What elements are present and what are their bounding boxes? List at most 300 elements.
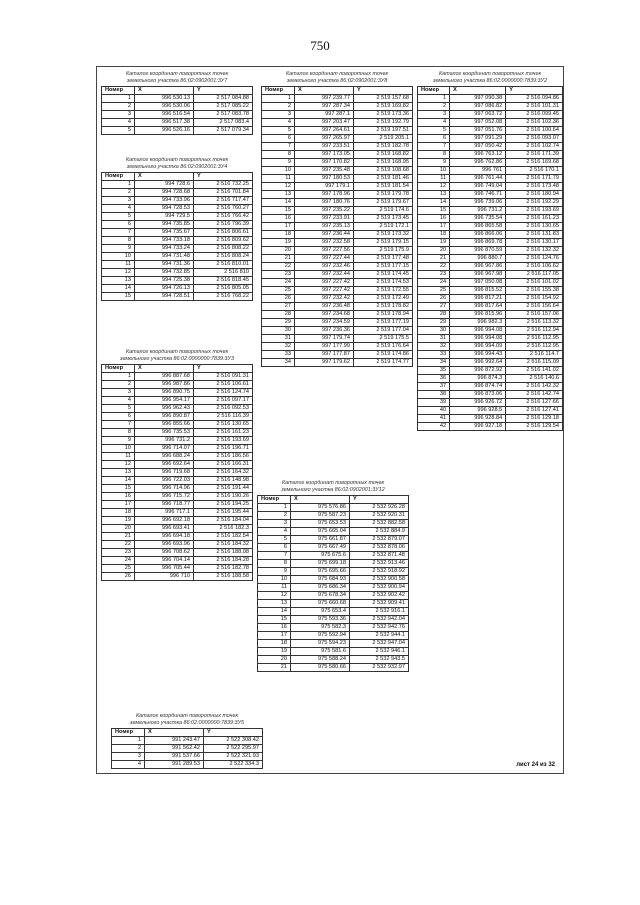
cell-n: 3 bbox=[102, 111, 135, 119]
cell-x: 996 530.06 bbox=[135, 103, 194, 111]
cell-x: 994 732.85 bbox=[135, 269, 194, 277]
table-row bbox=[418, 343, 563, 351]
cell-x: 997 232.42 bbox=[295, 295, 354, 303]
table-row bbox=[102, 541, 253, 549]
cell-n: 15 bbox=[418, 207, 450, 215]
coordinate-table bbox=[257, 495, 409, 672]
cell-n: 24 bbox=[418, 279, 450, 287]
cell-x: 994 731.36 bbox=[135, 261, 194, 269]
cell-n: 1 bbox=[258, 504, 291, 512]
table-row bbox=[112, 745, 263, 753]
cell-y: 2 516 766.42 bbox=[194, 213, 253, 221]
cell-n: 15 bbox=[102, 485, 135, 493]
table-row bbox=[418, 319, 563, 327]
cell-y: 2 519 197.51 bbox=[354, 127, 413, 135]
table-row bbox=[418, 223, 563, 231]
coordinate-table bbox=[417, 86, 563, 431]
cell-n: 2 bbox=[418, 103, 450, 111]
column-header-x: X bbox=[295, 87, 354, 95]
cell-n: 19 bbox=[102, 517, 135, 525]
table-row bbox=[418, 199, 563, 207]
cell-y: 2 532 926.28 bbox=[350, 504, 409, 512]
cell-y: 2 532 902.42 bbox=[350, 592, 409, 600]
table-row bbox=[262, 335, 413, 343]
column-header-x: X bbox=[135, 87, 194, 95]
cell-n: 10 bbox=[102, 445, 135, 453]
cell-n: 5 bbox=[418, 127, 450, 135]
cell-x: 997 086.82 bbox=[450, 103, 506, 111]
cell-y: 2 519 174.6 bbox=[354, 207, 413, 215]
table-row bbox=[262, 343, 413, 351]
catalog-title-parcel: земельного участка 86:02:0902001:3У4 bbox=[126, 163, 228, 170]
cell-n: 9 bbox=[418, 159, 450, 167]
cell-y: 2 516 184.04 bbox=[194, 517, 253, 525]
table-row bbox=[102, 549, 253, 557]
cell-n: 5 bbox=[102, 213, 135, 221]
table-row bbox=[102, 477, 253, 485]
cell-x: 996 717.1 bbox=[135, 509, 194, 517]
cell-y: 2 516 161.23 bbox=[506, 215, 563, 223]
cell-n: 9 bbox=[258, 568, 291, 576]
table-row bbox=[418, 423, 563, 431]
cell-x: 996 694.18 bbox=[135, 533, 194, 541]
cell-n: 3 bbox=[262, 111, 295, 119]
table-row bbox=[262, 119, 413, 127]
cell-y: 2 516 805.05 bbox=[194, 285, 253, 293]
table-row bbox=[262, 223, 413, 231]
table-row bbox=[112, 737, 263, 745]
cell-x: 997 232.58 bbox=[295, 239, 354, 247]
cell-x: 996 890.87 bbox=[135, 413, 194, 421]
cell-y: 2 516 193.69 bbox=[506, 207, 563, 215]
table-row bbox=[258, 504, 409, 512]
cell-y: 2 516 124.74 bbox=[194, 389, 253, 397]
cell-y: 2 519 174.53 bbox=[354, 279, 413, 287]
coordinate-catalog-block bbox=[101, 157, 253, 301]
table-row bbox=[102, 277, 253, 285]
cell-n: 26 bbox=[418, 295, 450, 303]
cell-x: 996 708.62 bbox=[135, 549, 194, 557]
table-row bbox=[102, 221, 253, 229]
table-row bbox=[418, 215, 563, 223]
cell-y: 2 519 177.19 bbox=[354, 319, 413, 327]
table-row bbox=[262, 183, 413, 191]
cell-x: 996 735.53 bbox=[135, 429, 194, 437]
cell-n: 19 bbox=[262, 239, 295, 247]
cell-y: 2 516 127.41 bbox=[506, 407, 563, 415]
table-row bbox=[262, 319, 413, 327]
cell-n: 31 bbox=[418, 335, 450, 343]
cell-y: 2 532 942.76 bbox=[350, 624, 409, 632]
table-row bbox=[262, 159, 413, 167]
cell-x: 997 265.97 bbox=[295, 135, 354, 143]
column-header-y: Y bbox=[194, 87, 253, 95]
table-row bbox=[102, 405, 253, 413]
table-row bbox=[102, 205, 253, 213]
cell-x: 997 264.61 bbox=[295, 127, 354, 135]
column-header-x: X bbox=[135, 365, 194, 373]
cell-n: 2 bbox=[258, 512, 291, 520]
cell-n: 25 bbox=[262, 287, 295, 295]
cell-x: 997 063.72 bbox=[450, 111, 506, 119]
cell-x: 996 715.72 bbox=[135, 493, 194, 501]
cell-x: 997 090.38 bbox=[450, 95, 506, 103]
cell-y: 2 519 168.95 bbox=[354, 159, 413, 167]
table-row bbox=[102, 119, 253, 127]
cell-y: 2 532 913.46 bbox=[350, 560, 409, 568]
cell-x: 994 733.24 bbox=[135, 245, 194, 253]
table-row bbox=[102, 421, 253, 429]
column-header-num: Номер bbox=[258, 496, 291, 504]
table-row bbox=[102, 469, 253, 477]
cell-x: 996 763.12 bbox=[450, 151, 506, 159]
cell-n: 26 bbox=[102, 573, 135, 581]
cell-n: 19 bbox=[258, 648, 291, 656]
cell-x: 994 728.53 bbox=[135, 205, 194, 213]
catalog-title-parcel: земельного участка 86:02:0902001:3У8 bbox=[286, 77, 388, 84]
cell-n: 1 bbox=[418, 95, 450, 103]
cell-y: 2 532 918.92 bbox=[350, 568, 409, 576]
table-row bbox=[102, 127, 253, 135]
cell-x: 996 865.58 bbox=[450, 223, 506, 231]
cell-n: 21 bbox=[258, 664, 291, 672]
table-row bbox=[418, 407, 563, 415]
cell-n: 29 bbox=[418, 319, 450, 327]
table-row bbox=[102, 437, 253, 445]
cell-x: 997 227.42 bbox=[295, 279, 354, 287]
cell-y: 2 516 148.98 bbox=[194, 477, 253, 485]
cell-n: 12 bbox=[262, 183, 295, 191]
cell-y: 2 517 083.4 bbox=[194, 119, 253, 127]
table-row bbox=[262, 279, 413, 287]
cell-x: 975 580.66 bbox=[291, 664, 350, 672]
cell-y: 2 522 308.42 bbox=[204, 737, 263, 745]
cell-y: 2 516 193.69 bbox=[194, 437, 253, 445]
cell-y: 2 519 174.45 bbox=[354, 271, 413, 279]
cell-x: 996 815.96 bbox=[450, 311, 506, 319]
cell-y: 2 516 809.62 bbox=[194, 237, 253, 245]
table-row bbox=[418, 231, 563, 239]
cell-y: 2 516 806.61 bbox=[194, 229, 253, 237]
cell-x: 994 733.96 bbox=[135, 197, 194, 205]
cell-n: 34 bbox=[262, 359, 295, 367]
table-row bbox=[262, 95, 413, 103]
cell-y: 2 519 181.46 bbox=[354, 175, 413, 183]
cell-x: 997 236.44 bbox=[295, 231, 354, 239]
cell-n: 18 bbox=[102, 509, 135, 517]
cell-x: 996 982.3 bbox=[450, 319, 506, 327]
cell-n: 2 bbox=[102, 381, 135, 389]
cell-n: 10 bbox=[102, 253, 135, 261]
cell-x: 996 705.44 bbox=[135, 565, 194, 573]
table-row bbox=[102, 501, 253, 509]
cell-n: 9 bbox=[262, 159, 295, 167]
cell-x: 997 233.91 bbox=[295, 215, 354, 223]
table-header-row bbox=[102, 365, 253, 373]
catalog-title-line: Каталог координат поворотных точек bbox=[439, 71, 541, 77]
cell-n: 12 bbox=[258, 592, 291, 600]
table-row bbox=[262, 175, 413, 183]
table-row bbox=[418, 327, 563, 335]
catalog-title-line: Каталог координат поворотных точек bbox=[282, 480, 384, 486]
cell-x: 996 873.06 bbox=[450, 391, 506, 399]
cell-y: 2 516 157.06 bbox=[506, 311, 563, 319]
coordinate-catalog-block bbox=[257, 480, 409, 672]
cell-n: 1 bbox=[102, 181, 135, 189]
cell-y: 2 516 192.29 bbox=[506, 199, 563, 207]
cell-x: 975 593.36 bbox=[291, 616, 350, 624]
cell-y: 2 516 101.02 bbox=[506, 279, 563, 287]
cell-y: 2 522 295.97 bbox=[204, 745, 263, 753]
sheet-footer: лист 24 из 32 bbox=[516, 762, 555, 768]
table-row bbox=[102, 413, 253, 421]
catalog-title-parcel: земельного участка 86:02:0000000:7839:3У2 bbox=[433, 77, 547, 84]
table-row bbox=[418, 367, 563, 375]
coordinate-table bbox=[101, 364, 253, 581]
table-row bbox=[418, 143, 563, 151]
cell-y: 2 532 944.1 bbox=[350, 632, 409, 640]
cell-x: 996 962.43 bbox=[135, 405, 194, 413]
cell-y: 2 516 141.02 bbox=[506, 367, 563, 375]
table-row bbox=[262, 247, 413, 255]
cell-x: 997 234.68 bbox=[295, 311, 354, 319]
cell-x: 996 692.64 bbox=[135, 461, 194, 469]
cell-x: 996 746.71 bbox=[450, 191, 506, 199]
cell-n: 8 bbox=[102, 237, 135, 245]
column-header-num: Номер bbox=[102, 173, 135, 181]
table-row bbox=[258, 592, 409, 600]
table-row bbox=[102, 189, 253, 197]
cell-x: 975 594.23 bbox=[291, 640, 350, 648]
cell-x: 996 954.17 bbox=[135, 397, 194, 405]
cell-y: 2 516 182.54 bbox=[194, 533, 253, 541]
column-header-x: X bbox=[450, 87, 506, 95]
cell-n: 42 bbox=[418, 423, 450, 431]
table-row bbox=[418, 103, 563, 111]
catalog-title-line: Каталог координат поворотных точек bbox=[126, 157, 228, 163]
cell-x: 997 227.56 bbox=[295, 247, 354, 255]
cell-x: 996 739.06 bbox=[450, 199, 506, 207]
cell-y: 2 532 882.58 bbox=[350, 520, 409, 528]
table-row bbox=[418, 359, 563, 367]
cell-x: 975 684.93 bbox=[291, 576, 350, 584]
table-row bbox=[102, 245, 253, 253]
cell-x: 997 179.74 bbox=[295, 335, 354, 343]
column-header-x: X bbox=[135, 173, 194, 181]
cell-n: 27 bbox=[262, 303, 295, 311]
cell-x: 997 236.48 bbox=[295, 303, 354, 311]
cell-y: 2 516 170.1 bbox=[506, 167, 563, 175]
cell-y: 2 519 108.68 bbox=[354, 167, 413, 175]
table-row bbox=[418, 95, 563, 103]
cell-x: 996 869.78 bbox=[450, 239, 506, 247]
cell-n: 7 bbox=[102, 229, 135, 237]
cell-y: 2 516 732.25 bbox=[194, 181, 253, 189]
cell-y: 2 516 196.71 bbox=[194, 445, 253, 453]
cell-n: 17 bbox=[262, 223, 295, 231]
cell-n: 7 bbox=[102, 421, 135, 429]
cell-x: 996 722.03 bbox=[135, 477, 194, 485]
table-row bbox=[258, 520, 409, 528]
cell-x: 994 731.48 bbox=[135, 253, 194, 261]
cell-x: 996 517.38 bbox=[135, 119, 194, 127]
table-row bbox=[418, 167, 563, 175]
table-header-row bbox=[102, 87, 253, 95]
cell-n: 3 bbox=[102, 389, 135, 397]
cell-y: 2 516 113.32 bbox=[506, 319, 563, 327]
cell-x: 996 719.68 bbox=[135, 469, 194, 477]
cell-x: 997 091.29 bbox=[450, 135, 506, 143]
cell-x: 996 817.21 bbox=[450, 295, 506, 303]
cell-n: 12 bbox=[102, 461, 135, 469]
cell-y: 2 519 174.77 bbox=[354, 359, 413, 367]
cell-x: 975 588.24 bbox=[291, 656, 350, 664]
cell-y: 2 516 106.62 bbox=[506, 263, 563, 271]
cell-n: 18 bbox=[418, 231, 450, 239]
cell-n: 11 bbox=[102, 261, 135, 269]
cell-x: 994 728.6 bbox=[135, 181, 194, 189]
coordinate-table bbox=[111, 728, 263, 769]
cell-y: 2 516 115.09 bbox=[506, 359, 563, 367]
table-row bbox=[102, 565, 253, 573]
cell-y: 2 522 334.3 bbox=[204, 761, 263, 769]
table-row bbox=[418, 159, 563, 167]
cell-n: 8 bbox=[418, 151, 450, 159]
cell-n: 11 bbox=[418, 175, 450, 183]
table-row bbox=[258, 576, 409, 584]
table-row bbox=[262, 167, 413, 175]
cell-x: 997 227.44 bbox=[295, 255, 354, 263]
cell-n: 20 bbox=[258, 656, 291, 664]
cell-x: 996 692.18 bbox=[135, 517, 194, 525]
cell-n: 41 bbox=[418, 415, 450, 423]
cell-y: 2 516 093.07 bbox=[506, 135, 563, 143]
table-row bbox=[102, 445, 253, 453]
cell-n: 25 bbox=[102, 565, 135, 573]
table-row bbox=[102, 373, 253, 381]
table-row bbox=[418, 279, 563, 287]
cell-x: 994 728.68 bbox=[135, 189, 194, 197]
cell-n: 13 bbox=[102, 469, 135, 477]
cell-y: 2 516 155.38 bbox=[506, 287, 563, 295]
cell-y: 2 516 182.78 bbox=[194, 565, 253, 573]
cell-y: 2 516 166.31 bbox=[194, 461, 253, 469]
table-row bbox=[418, 303, 563, 311]
cell-x: 991 243.47 bbox=[145, 737, 204, 745]
cell-x: 997 287.1 bbox=[295, 111, 354, 119]
cell-x: 975 661.87 bbox=[291, 536, 350, 544]
cell-x: 996 718.77 bbox=[135, 501, 194, 509]
cell-n: 11 bbox=[258, 584, 291, 592]
cell-y: 2 532 871.48 bbox=[350, 552, 409, 560]
cell-x: 996 761 bbox=[450, 167, 506, 175]
cell-y: 2 516 106.61 bbox=[194, 381, 253, 389]
table-row bbox=[418, 207, 563, 215]
cell-x: 996 926.72 bbox=[450, 399, 506, 407]
cell-n: 13 bbox=[102, 277, 135, 285]
cell-y: 2 516 114.7 bbox=[506, 351, 563, 359]
cell-n: 16 bbox=[418, 215, 450, 223]
cell-x: 975 678.34 bbox=[291, 592, 350, 600]
cell-y: 2 517 079.34 bbox=[194, 127, 253, 135]
catalog-title-parcel: земельного участка 86:02:0000000:7839:3У3 bbox=[120, 355, 234, 362]
cell-x: 996 928.5 bbox=[450, 407, 506, 415]
cell-n: 19 bbox=[418, 239, 450, 247]
table-row bbox=[102, 213, 253, 221]
cell-y: 2 519 178.94 bbox=[354, 311, 413, 319]
cell-x: 991 537.66 bbox=[145, 753, 204, 761]
cell-n: 2 bbox=[102, 189, 135, 197]
catalog-title bbox=[101, 71, 253, 84]
cell-n: 8 bbox=[102, 429, 135, 437]
cell-y: 2 516 154.92 bbox=[506, 295, 563, 303]
catalog-title bbox=[257, 480, 409, 493]
column-header-y: Y bbox=[194, 365, 253, 373]
cell-n: 10 bbox=[262, 167, 295, 175]
cell-n: 11 bbox=[262, 175, 295, 183]
table-row bbox=[262, 103, 413, 111]
cell-x: 996 872.92 bbox=[450, 367, 506, 375]
cell-y: 2 516 112.94 bbox=[506, 327, 563, 335]
cell-n: 13 bbox=[418, 191, 450, 199]
cell-x: 997 232.46 bbox=[295, 263, 354, 271]
cell-n: 3 bbox=[112, 753, 145, 761]
cell-n: 7 bbox=[262, 143, 295, 151]
table-row bbox=[418, 239, 563, 247]
cell-y: 2 516 091.31 bbox=[194, 373, 253, 381]
table-row bbox=[102, 429, 253, 437]
cell-n: 10 bbox=[418, 167, 450, 175]
cell-n: 39 bbox=[418, 399, 450, 407]
table-row bbox=[418, 351, 563, 359]
catalog-title-line: Каталог координат поворотных точек bbox=[126, 71, 228, 77]
cell-n: 1 bbox=[262, 95, 295, 103]
cell-x: 997 051.76 bbox=[450, 127, 506, 135]
table-row bbox=[418, 183, 563, 191]
table-row bbox=[418, 127, 563, 135]
coordinate-catalog-block bbox=[111, 713, 263, 769]
cell-y: 2 516 129.54 bbox=[506, 423, 563, 431]
catalog-title-line: Каталог координат поворотных точек bbox=[126, 349, 228, 355]
cell-y: 2 532 879.07 bbox=[350, 536, 409, 544]
cell-x: 996 815.52 bbox=[450, 287, 506, 295]
cell-y: 2 516 760.27 bbox=[194, 205, 253, 213]
cell-n: 30 bbox=[262, 327, 295, 335]
cell-y: 2 516 186.56 bbox=[194, 453, 253, 461]
table-row bbox=[418, 391, 563, 399]
table-row bbox=[112, 753, 263, 761]
table-header-row bbox=[112, 729, 263, 737]
table-row bbox=[418, 255, 563, 263]
table-row bbox=[262, 231, 413, 239]
cell-n: 26 bbox=[262, 295, 295, 303]
cell-x: 991 562.42 bbox=[145, 745, 204, 753]
cell-y: 2 519 178.82 bbox=[354, 303, 413, 311]
cell-x: 997 179.62 bbox=[295, 359, 354, 367]
cell-n: 14 bbox=[418, 199, 450, 207]
cell-n: 4 bbox=[102, 205, 135, 213]
cell-n: 5 bbox=[262, 127, 295, 135]
table-row bbox=[258, 648, 409, 656]
cell-n: 30 bbox=[418, 327, 450, 335]
cell-x: 997 233.51 bbox=[295, 143, 354, 151]
cell-x: 996 526.16 bbox=[135, 127, 194, 135]
table-row bbox=[262, 263, 413, 271]
cell-n: 24 bbox=[262, 279, 295, 287]
cell-y: 2 522 321.93 bbox=[204, 753, 263, 761]
cell-x: 996 992.64 bbox=[450, 359, 506, 367]
cell-n: 5 bbox=[102, 405, 135, 413]
